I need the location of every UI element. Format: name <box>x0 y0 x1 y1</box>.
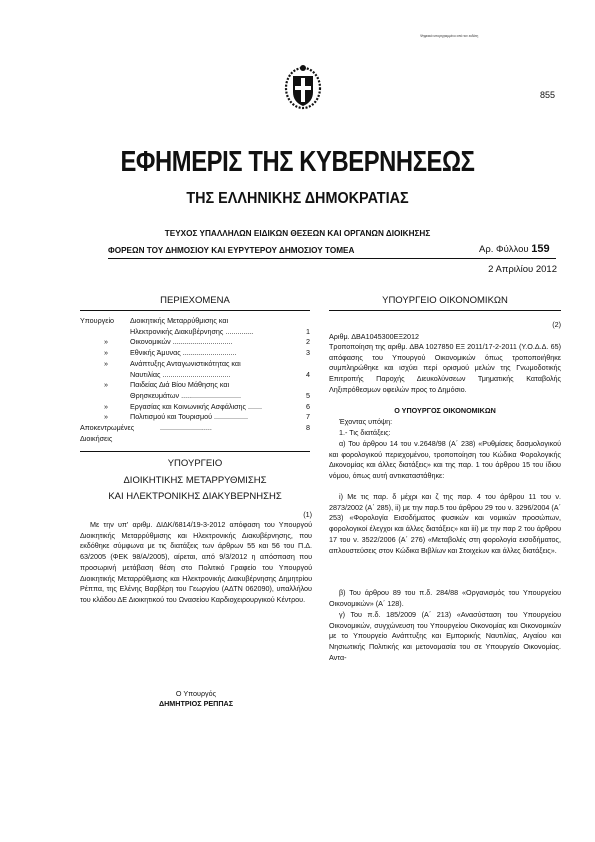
toc-row-label: » <box>104 412 108 422</box>
toc-row-page <box>302 380 310 391</box>
toc-row <box>80 380 310 391</box>
sheet-label: Αρ. Φύλλου <box>479 244 529 255</box>
toc-row-page: 4 <box>306 369 310 379</box>
having-regard: Έχοντας υπόψη: <box>339 417 393 426</box>
toc-row-text: Παιδείας Διά Βίου Μάθησης και <box>130 380 230 390</box>
toc-row-text: .......................... <box>160 423 212 433</box>
toc-row <box>80 337 310 348</box>
toc-row-label: » <box>104 337 108 347</box>
page-number: 855 <box>539 90 555 100</box>
toc-row <box>80 359 310 370</box>
toc-row-label: » <box>104 401 108 411</box>
header-rule <box>108 258 556 259</box>
paragraph-1: 1.- Τις διατάξεις: <box>339 428 391 437</box>
toc-row <box>80 316 310 327</box>
toc-row <box>80 402 310 413</box>
ministry-heading-line3: ΚΑΙ ΗΛΕΚΤΡΟΝΙΚΗΣ ΔΙΑΚΥΒΕΡΝΗΣΗΣ <box>108 491 282 502</box>
toc-row-text: Διοικητικής Μεταρρύθμισης και <box>130 316 229 325</box>
toc-row <box>80 348 310 359</box>
toc-rule <box>80 310 310 311</box>
paragraph-b: β) Του άρθρου 89 του π.δ. 284/88 «Οργανισμός του Υπουργείου Οικονομικών» (Α΄ 128). <box>329 588 561 608</box>
issue-date: 2 Απριλίου 2012 <box>488 264 557 275</box>
paragraph-g: γ) Του π.δ. 185/2009 (Α΄ 213) «Ανασύσταση του Υπουργείου Οικονομικών, συγχώνευση του Υπουργείου Οικονομίας και Οικονομικών με το Υπουργείο Ανάπτυξης και Εμπορικής Ναυτιλίας, Αιγαίου και Νησιωτικής Πολιτικής και μετονομασία του σε Υπουργείο Οικονομίας. Αντα- <box>329 610 561 662</box>
gazette-title: ΕΦΗΜΕΡΙΣ ΤΗΣ ΚΥΒΕΡΝΗΣΕΩΣ <box>120 146 475 178</box>
toc-row-text: Θρησκευμάτων .............................. <box>130 390 241 400</box>
toc-row-page: 1 <box>306 326 310 336</box>
signer-title: Ο Υπουργός <box>175 689 217 698</box>
toc-row <box>80 391 310 402</box>
toc-row-text: Οικονομικών .............................. <box>130 337 233 347</box>
paragraph-i: i) Με τις παρ. δ μέχρι και ζ της παρ. 4 του άρθρου 11 του ν. 2873/2002 (Α΄ 285), ii) με την παρ.5 του άρθρου 29 του ν. 3296/2004 (Α΄ 253) «Φορολογία Εισοδήματος φυσικών και νομικών προσώπων, φορολογικοί έλεγχοι και άλλες διατάξεις» και iii) με την παρ 2 του άρθρου 17 του ν. 3522/2006 (Α΄ 276) «Μεταβολές στη φορολογία εισοδήματος, απλουστεύσεις στον Κώδικα Βιβλίων και Στοιχείων και άλλες διατάξεις». <box>329 492 561 555</box>
toc-row-page: 6 <box>306 401 310 411</box>
toc-row-page: 2 <box>306 337 310 347</box>
toc-bottom-rule <box>80 451 310 452</box>
toc-row-text: Ηλεκτρονικής Διακυβέρνησης .............. <box>130 326 254 336</box>
toc-row-text: Ναυτιλίας .................................. <box>130 369 231 379</box>
toc-row-label <box>80 327 130 338</box>
toc-row-page: 7 <box>306 412 310 422</box>
toc-row-text: Ανάπτυξης Ανταγωνιστικότητας και <box>130 358 241 368</box>
toc-row-page: 5 <box>306 390 310 400</box>
toc-row-page <box>302 316 310 327</box>
gazette-subtitle: ΤΗΣ ΕΛΛΗΝΙΚΗΣ ΔΗΜΟΚΡΑΤΙΑΣ <box>186 190 409 207</box>
decision-number: (1) <box>303 510 312 519</box>
toc-row <box>80 423 310 444</box>
toc-row <box>80 327 310 338</box>
toc-row-text: Εθνικής Άμυνας ........................... <box>130 348 237 358</box>
toc-row <box>80 370 310 381</box>
ministry-heading: ΥΠΟΥΡΓΕΙΟ <box>167 458 223 469</box>
table-of-contents <box>80 316 310 444</box>
decision-intro: Τροποποίηση της αριθμ. ΔΒΑ 1027850 ΕΞ 2011/17-2-2011 (Υ.Ο.Δ.Δ. 65) απόφασης του Υπουργού Οικονομικών όπως τροποποιήθηκε συμπληρώθηκε και ισχύει περί ορισμού μελών της Γνωμοδοτικής Επιτροπής Παροχής Διευκολύνσεων Τμηματικής Καταβολής Ληξιπρόθεσμων οφειλών προς το Δημόσιο. <box>329 342 561 394</box>
decision-ref: Αριθμ. ΔΒΑ1045300ΕΞ2012 <box>329 332 420 341</box>
signer-name: ΔΗΜΗΤΡΙΟΣ ΡΕΠΠΑΣ <box>158 699 234 708</box>
toc-row-label: Αποκεντρωμένες Διοικήσεις <box>80 423 135 443</box>
toc-heading: ΠΕΡΙΕΧΟΜΕΝΑ <box>160 295 230 306</box>
toc-row-label: » <box>104 348 108 358</box>
toc-row-page: 3 <box>306 348 310 358</box>
toc-row-text: Εργασίας και Κοινωνικής Ασφάλισης ....... <box>130 401 262 411</box>
digital-signature-stamp: Ψηφιακά υπογεγραμμένο από τον εκδότη <box>420 34 479 38</box>
toc-row-label <box>80 370 130 381</box>
decision-body: Με την υπ' αριθμ. ΔΙΔΚ/6814/19-3-2012 απόφαση του Υπουργού Διοικητικής Μεταρρύθμισης και Ηλεκτρονικής Διακυβέρνησης, που εκδόθηκε σύμφωνα με τις διατάξεις των άρθρων 55 και 56 του Π.Δ. 63/2005 (ΦΕΚ 98/Α/2005), αίρεται, από 9/3/2012 η απόσπαση που προσωρινή μετάβαση θέση στο Πολιτικό Γραφείο του Υπουργού Διοικητικής Μεταρρύθμισης και Ηλεκτρονικής Διακυβέρνησης Δημητρίου Ρέππα, της Ελένης Βαρβέρη του Γεωργίου (ΑΔΤΝ 062090), υπαλλήλου του κλάδου ΔΕ Διοικητικού του Ωνασείου Καρδιοχειρουργικού Κέντρου. <box>80 520 312 604</box>
sheet-value: 159 <box>531 243 550 255</box>
toc-row-page: 8 <box>306 423 310 433</box>
toc-row <box>80 412 310 423</box>
coat-of-arms-icon <box>284 62 322 112</box>
minister-title: Ο ΥΠΟΥΡΓΟΣ ΟΙΚΟΝΟΜΙΚΩΝ <box>394 406 496 415</box>
toc-row-label: » <box>104 358 108 368</box>
sheet-number <box>479 243 550 255</box>
finance-ministry-heading: ΥΠΟΥΡΓΕΙΟ ΟΙΚΟΝΟΜΙΚΩΝ <box>382 295 508 306</box>
paragraph-a: α) Του άρθρου 14 του ν.2648/98 (Α΄ 238) «Ρυθμίσεις δασμολογικού και φορολογικού περιεχομένου, τροποποίηση του Κώδικα Φορολογικής Δικονομίας και άλλες διατάξεις» και της παρ. 1 του άρθρου 15 του ίδιου νόμου, όπως αυτή αντικαταστάθηκε: <box>329 439 561 481</box>
toc-row-label <box>80 391 130 402</box>
toc-row-label: » <box>104 380 108 390</box>
toc-row-label: Υπουργείο <box>80 316 115 325</box>
ministry-heading-line2: ΔΙΟΙΚΗΤΙΚΗΣ ΜΕΤΑΡΡΥΘΜΙΣΗΣ <box>123 475 267 486</box>
toc-row-page <box>302 359 310 370</box>
finance-heading-rule <box>329 310 561 311</box>
decision-number-2: (2) <box>552 320 561 329</box>
toc-row-text: Πολιτισμού και Τουρισμού ................. <box>130 412 248 422</box>
issue-type-line1: ΤΕΥΧΟΣ ΥΠΑΛΛΗΛΩΝ ΕΙΔΙΚΩΝ ΘΕΣΕΩΝ ΚΑΙ ΟΡΓΑΝΩΝ ΔΙΟΙΚΗΣΗΣ <box>164 229 431 238</box>
issue-type-line2: ΦΟΡΕΩΝ ΤΟΥ ΔΗΜΟΣΙΟΥ ΚΑΙ ΕΥΡΥΤΕΡΟΥ ΔΗΜΟΣΙΟΥ ΤΟΜΕΑ <box>108 246 355 255</box>
